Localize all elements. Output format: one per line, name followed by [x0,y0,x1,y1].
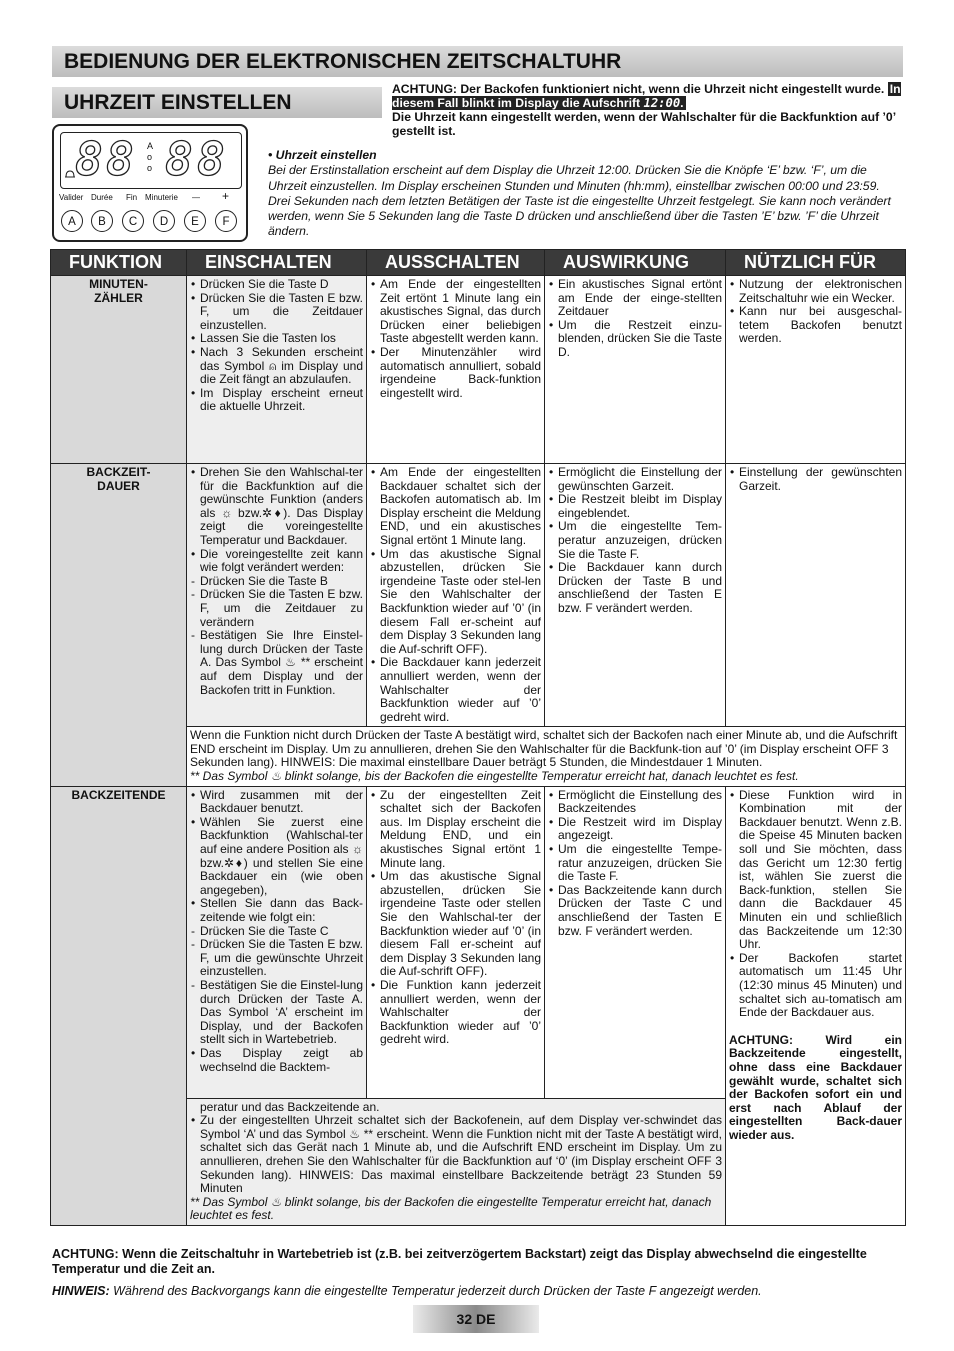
list-item: • Einstellung der gewünschten Garzeit. [739,466,902,493]
table-row [51,276,906,464]
button-a[interactable]: A [61,210,83,232]
header-ausschalten: AUSSCHALTEN [367,250,545,276]
button-d[interactable]: D [153,210,175,232]
cell-ausschalten [367,786,545,1098]
label-valider: Valider [59,193,84,202]
function-table [50,249,906,1226]
cell-nuetzlich [726,786,906,1225]
list-item: • Lassen Sie die Tasten los [200,332,363,346]
warning-line2: Die Uhrzeit kann eingestellt werden, wenn der Wahlschalter für die Backfunktion auf ’0’ gestellt ist. [392,110,896,138]
list-item: • Nutzung der elektronischen Zeitschaltuhr wie ein Wecker. [739,278,902,305]
list-item: • Wird zusammen mit der Backdauer benutzt. [200,789,363,816]
list-item: • Um die eingestellte Tempe-ratur anzuzeigen, drücken Sie die Taste F. [558,843,722,884]
cell-ausschalten [367,276,545,464]
list-item: • Die Backdauer kann jederzeit annulliert werden, wenn der Wahlschalter der Backfunktion wieder auf ’0’ gedreht wird. [380,656,541,724]
list-item: • Kann nur bei ausgeschal-tetem Backofen benutzt werden. [739,305,902,346]
cell-nuetzlich [726,464,906,727]
cell-auswirkung [545,464,726,727]
header-nuetzlich: NÜTZLICH FÜR [726,250,906,276]
list-item: • Um die Restzeit einzu-blenden, drücken Sie die Taste D. [558,319,722,360]
label-fin: Fin [126,193,138,202]
cell-nuetzlich [726,276,906,464]
page-number-badge [413,1305,539,1333]
header-auswirkung: AUSWIRKUNG [545,250,726,276]
list-item: - Bestätigen Sie die Einstel-lung durch Drücken der Taste A. Das Symbol ‘A’ erscheint im Display, und der Backofen stellt sich in Wartebetrieb. [200,979,363,1047]
display-code: 12:00 [643,96,681,110]
note-lead: peratur und das Backzeitende an. [200,1099,380,1114]
button-c[interactable]: C [122,210,144,232]
intro-body: Bei der Erstinstallation erscheint auf dem Display die Uhrzeit 12:00. Drücken Sie die Knöpfe ‘E’ bzw. ‘F’, um die Uhrzeit einzustellen. Im Display erscheinen Stunden und Minuten (hh:mm), einstellbar zwischen 00:00 und 23:59. Drei Sekunden nach dem letzten Betätigen der Taste ist die eingestellte Uhrzeit festgelegt. Sie kann noch verändert werden, wenn Sie 5 Sekunden lang die Taste D drücken und anschließend über die Tasten ’E’ bzw. ’F’ die Uhrzeit ändern. [268,163,891,239]
digit-2: 8 [106,132,134,186]
label-minus: — [192,193,200,202]
subheader-bar [52,87,382,118]
intro-text [268,148,903,240]
table-row [51,464,906,727]
list-item: • Die Funktion kann jederzeit annulliert werden, wenn der Wahlschalter der Backfunktion wieder auf ’0’ gedreht wird. [380,979,541,1047]
hint-label: HINWEIS: [52,1284,110,1298]
note-text: • Zu der eingestellten Uhrzeit schaltet sich der Backofenein, auf dem Display ver-schwindet das Symbol ‘A’ und das Symbol ♨ ** erscheint. Wenn die Funktion nicht mit der Taste A bestätigt wird, schaltet sich das Gerät nach 1 Minute ab, und die Aufschrift END erscheint im Display. Um zu annullieren, drehen Sie den Wahlschalter für die Backfunktion auf ‘0’ (im Display erscheint OFF 3 Sekunden lang). HINWEIS: Das maximal einstellbare Backzeitende beträgt 23 Stunden 59 Minuten [200,1114,722,1196]
header-einschalten: EINSCHALTEN [187,250,367,276]
digit-3: 8 [165,132,193,186]
list-item: • Drehen Sie den Wahlschal-ter für die Backfunktion auf die gewünschte Funktion (anders als ☼ bzw.✲♦). Das Display zeigt die voreingestellte Temperatur und Backdauer. [200,466,363,548]
warning-highlight: In diesem Fall blinkt im Display die Aufschrift 12:00. [392,82,901,110]
list-item: • Nach 3 Sekunden erscheint das Symbol ⍝ im Display und die Zeit fängt an abzulaufen. [200,346,363,387]
list-item: • Drücken Sie die Tasten E bzw. F, um die Zeitdauer einzustellen. [200,292,363,333]
list-item: • Am Ende der eingestellten Zeit ertönt 1 Minute lang ein akustisches Signal, das durch Drücken einer beliebigen Taste abgestellt werden kann. [380,278,541,346]
list-item: • Ermöglicht die Einstellung der gewünschten Garzeit. [558,466,722,493]
list-item: • Das Backzeitende kann durch Drücken der Taste C und anschließend der Tasten E bzw. F verändert werden. [558,884,722,938]
digit-1: 8 [75,132,103,186]
list-item: • Die Restzeit wird im Display angezeigt. [558,816,722,843]
cell-auswirkung [545,786,726,1098]
list-item: • Wählen Sie zuerst eine Backfunktion (Wahlschal-ter auf eine andere Position als ☼ bzw.✲♦) und stellen Sie eine Backdauer ein (wie oben angegeben), [200,816,363,898]
cell-einschalten [187,786,367,1098]
warning-line1: ACHTUNG: Der Backofen funktioniert nicht, wenn die Uhrzeit nicht eingestellt wurde. [392,82,885,96]
table-header-row [51,250,906,276]
list-item: • Zu der eingestellten Zeit schaltet sich der Backofen aus. Im Display erscheint die Meldung END, und ein akustisches Signal ertönt 1 Minute lang. [380,789,541,871]
hint-text: Während des Backvorgangs kann die eingestellte Temperatur jederzeit durch Drücken der Taste F angezeigt werden. [113,1284,762,1298]
cell-ausschalten [367,464,545,727]
note-text: Wenn die Funktion nicht durch Drücken der Taste A bestätigt wird, schaltet sich der Backofen nach einer Minute ab, und die Aufschrift END erscheint im Display. Um zu annullieren, drehen Sie den Wahlschalter für die Backfunk-tion auf ’0’ (im Display erscheint OFF 3 Sekunden lang). HINWEIS: Die maximal einstellbare Dauer beträgt 5 Stunden, die Mindestdauer 1 Minuten. [190,728,898,770]
page-title: BEDIENUNG DER ELEKTRONISCHEN ZEITSCHALTUHR [64,50,622,73]
list-item: - Bestätigen Sie Ihre Einstel-lung durch Drücken der Taste A. Das Symbol ♨ ** erscheint auf dem Display und der Backofen tritt in Funktion. [200,629,363,697]
list-item: - Drücken Sie die Tasten E bzw. F, um die gewünschte Uhrzeit einzustellen. [200,938,363,979]
function-name: MINUTEN- ZÄHLER [51,276,187,464]
list-item: - Drücken Sie die Tasten E bzw. F, um die Zeitdauer zu verändern [200,588,363,629]
lcd-display [60,132,242,189]
warning-block [392,82,904,138]
list-item: • Diese Funktion wird in Kombination mit der Backdauer benutzt. Wenn z.B. die Speise 45 Minuten backen soll und Sie möchten, dass das Gericht um 12:30 fertig ist, wählen Sie zuerst die Back-funktion, stellen Sie dann die Backdauer 45 Minuten ein und schließlich das Backzeitende um 12:30 Uhr. [739,789,902,952]
note-italic: ** Das Symbol ♨ blinkt solange, bis der Backofen die eingestellte Temperatur erreicht hat, danach leuchtet es fest. [190,1194,712,1223]
button-f[interactable]: F [215,210,237,232]
page-number: 32 DE [456,1311,496,1327]
note-italic: ** Das Symbol ♨ blinkt solange, bis der Backofen die eingestellte Temperatur erreicht hat, danach leuchtet es fest. [190,769,799,784]
list-item: • Um die eingestellte Tem-peratur anzuzeigen, drücken Sie die Taste F. [558,520,722,561]
list-item: • Am Ende der eingestellten Backdauer schaltet sich der Backofen automatisch ab. Im Display erscheint die Meldung END, und ein akustisches Signal ertönt 1 Minute lang. [380,466,541,548]
table-row [51,786,906,1098]
list-item: - Drücken Sie die Taste C [200,925,363,939]
auto-indicator: A o o [147,141,154,173]
cell-einschalten [187,464,367,727]
list-item: • Die Restzeit bleibt im Display eingeblendet. [558,493,722,520]
list-item: • Ein akustisches Signal ertönt am Ende der einge-stellten Zeitdauer [558,278,722,319]
list-item: • Um das akustische Signal abzustellen, drücken Sie irgendeine Taste oder stel-len Sie den Wahlschalter der Backfunktion wieder auf ’0’ (in diesem Fall er-scheint auf dem Display 3 Sekunden lang die Auf-schrift OFF). [380,548,541,657]
timer-panel [52,124,248,242]
list-item: • Stellen Sie dann das Back-zeitende wie folgt ein: [200,897,363,924]
list-item: • Drücken Sie die Taste D [200,278,363,292]
note-backzeitdauer [187,727,906,786]
list-item: • Im Display erscheint erneut die aktuelle Uhrzeit. [200,387,363,414]
header-funktion: FUNKTION [51,250,187,276]
nuetzlich-warning: ACHTUNG: Wird ein Backzeitende eingestellt, ohne dass eine Backdauer gewählt wurde, schaltet sich der Backofen sofort ein und erst nach Ablauf der eingestellten Back-dauer wieder aus. [729,1032,902,1142]
digit-4: 8 [197,132,225,186]
intro-heading: • Uhrzeit einstellen [268,148,377,162]
list-item: • Der Backofen startet automatisch um 11:45 Uhr (12:30 minus 45 Minuten) und schaltet sich au-tomatisch am Ende der Backdauer aus. [739,952,902,1020]
footer-warning: ACHTUNG: Wenn die Zeitschaltuhr in Wartebetrieb ist (z.B. bei zeitverzögertem Backstart) zeigt das Display abwechselnd die eingestellte Temperatur und die Zeit an. [52,1247,867,1276]
section-title: UHRZEIT EINSTELLEN [64,91,292,114]
function-name: BACKZEITENDE [51,786,187,1225]
list-item: • Das Display zeigt ab wechselnd die Backtem- [200,1047,363,1074]
function-name: BACKZEIT- DAUER [51,464,187,787]
label-plus: + [222,189,230,203]
label-minuterie: Minuterie [145,193,178,202]
label-duree: Durée [91,193,113,202]
header-bar [52,46,903,77]
list-item: • Um das akustische Signal abzustellen, drücken Sie irgendeine Taste oder stellen Sie den Wahlschal-ter der Backfunktion wieder auf ’0’ (in diesem Fall er-scheint auf dem Display 3 Sekunden lang die Auf-schrift OFF). [380,870,541,979]
button-b[interactable]: B [91,210,113,232]
note-backzeitende [187,1098,726,1225]
list-item: • Die voreingestellte zeit kann wie folgt verändert werden: [200,548,363,575]
cell-einschalten [187,276,367,464]
list-item: • Die Backdauer kann durch Drücken der Taste B und anschließend der Tasten E bzw. F verändert werden. [558,561,722,615]
cell-auswirkung [545,276,726,464]
list-item: • Ermöglicht die Einstellung des Backzeitendes [558,789,722,816]
list-item: • Der Minutenzähler wird automatisch annulliert, sobald irgendeine Back-funktion eingestellt wird. [380,346,541,400]
button-e[interactable]: E [184,210,206,232]
list-item: - Drücken Sie die Taste B [200,575,363,589]
footer-hint [52,1284,904,1299]
